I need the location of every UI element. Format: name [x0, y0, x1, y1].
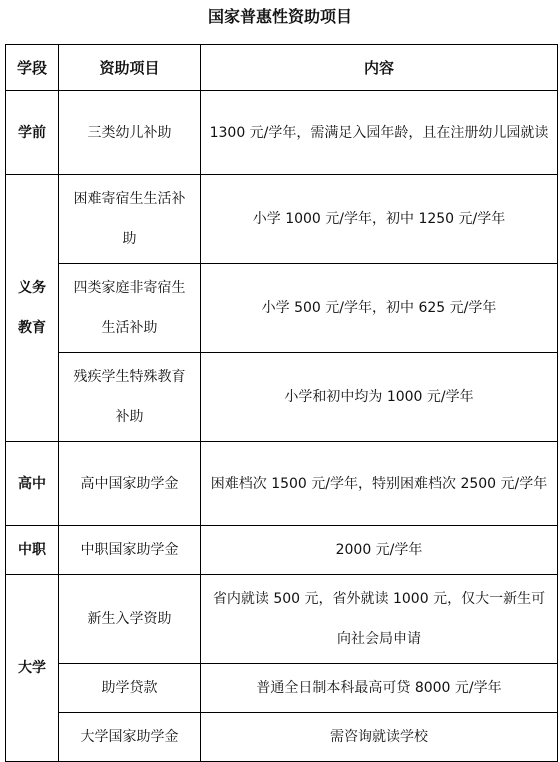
- content-cell: 2000 元/学年: [201, 526, 558, 575]
- page-title: 国家普惠性资助项目: [207, 7, 352, 26]
- content-cell: 省内就读 500 元，省外就读 1000 元，仅大一新生可向社会局申请: [201, 575, 558, 664]
- project-cell: 新生入学资助: [59, 575, 201, 664]
- content-cell: 1300 元/学年，需满足入园年龄，且在注册幼儿园就读: [201, 91, 558, 175]
- table-row: [6, 575, 558, 664]
- project-cell: 高中国家助学金: [59, 442, 201, 526]
- column-header-stage: 学段: [6, 45, 59, 91]
- table-row: [6, 91, 558, 175]
- column-header-project: 资助项目: [59, 45, 201, 91]
- stage-cell: 义务教育: [6, 175, 59, 442]
- project-cell: 中职国家助学金: [59, 526, 201, 575]
- table-row: [6, 442, 558, 526]
- content-cell: 小学和初中均为 1000 元/学年: [201, 353, 558, 442]
- table-row: [6, 664, 558, 713]
- stage-cell: 大学: [6, 575, 59, 762]
- stage-cell: 学前: [6, 91, 59, 175]
- header-row: [6, 45, 558, 91]
- project-cell: 大学国家助学金: [59, 713, 201, 762]
- project-cell: 残疾学生特殊教育补助: [59, 353, 201, 442]
- column-header-content: 内容: [201, 45, 558, 91]
- content-cell: 小学 500 元/学年，初中 625 元/学年: [201, 264, 558, 353]
- content-cell: 需咨询就读学校: [201, 713, 558, 762]
- table-row: [6, 175, 558, 264]
- project-cell: 助学贷款: [59, 664, 201, 713]
- project-cell: 困难寄宿生生活补助: [59, 175, 201, 264]
- table-row: [6, 713, 558, 762]
- content-cell: 小学 1000 元/学年，初中 1250 元/学年: [201, 175, 558, 264]
- subsidy-table: [5, 44, 558, 762]
- table-row: [6, 353, 558, 442]
- stage-cell: 高中: [6, 442, 59, 526]
- content-cell: 普通全日制本科最高可贷 8000 元/学年: [201, 664, 558, 713]
- table-row: [6, 526, 558, 575]
- content-cell: 困难档次 1500 元/学年，特别困难档次 2500 元/学年: [201, 442, 558, 526]
- project-cell: 三类幼儿补助: [59, 91, 201, 175]
- stage-cell: 中职: [6, 526, 59, 575]
- project-cell: 四类家庭非寄宿生生活补助: [59, 264, 201, 353]
- table-row: [6, 264, 558, 353]
